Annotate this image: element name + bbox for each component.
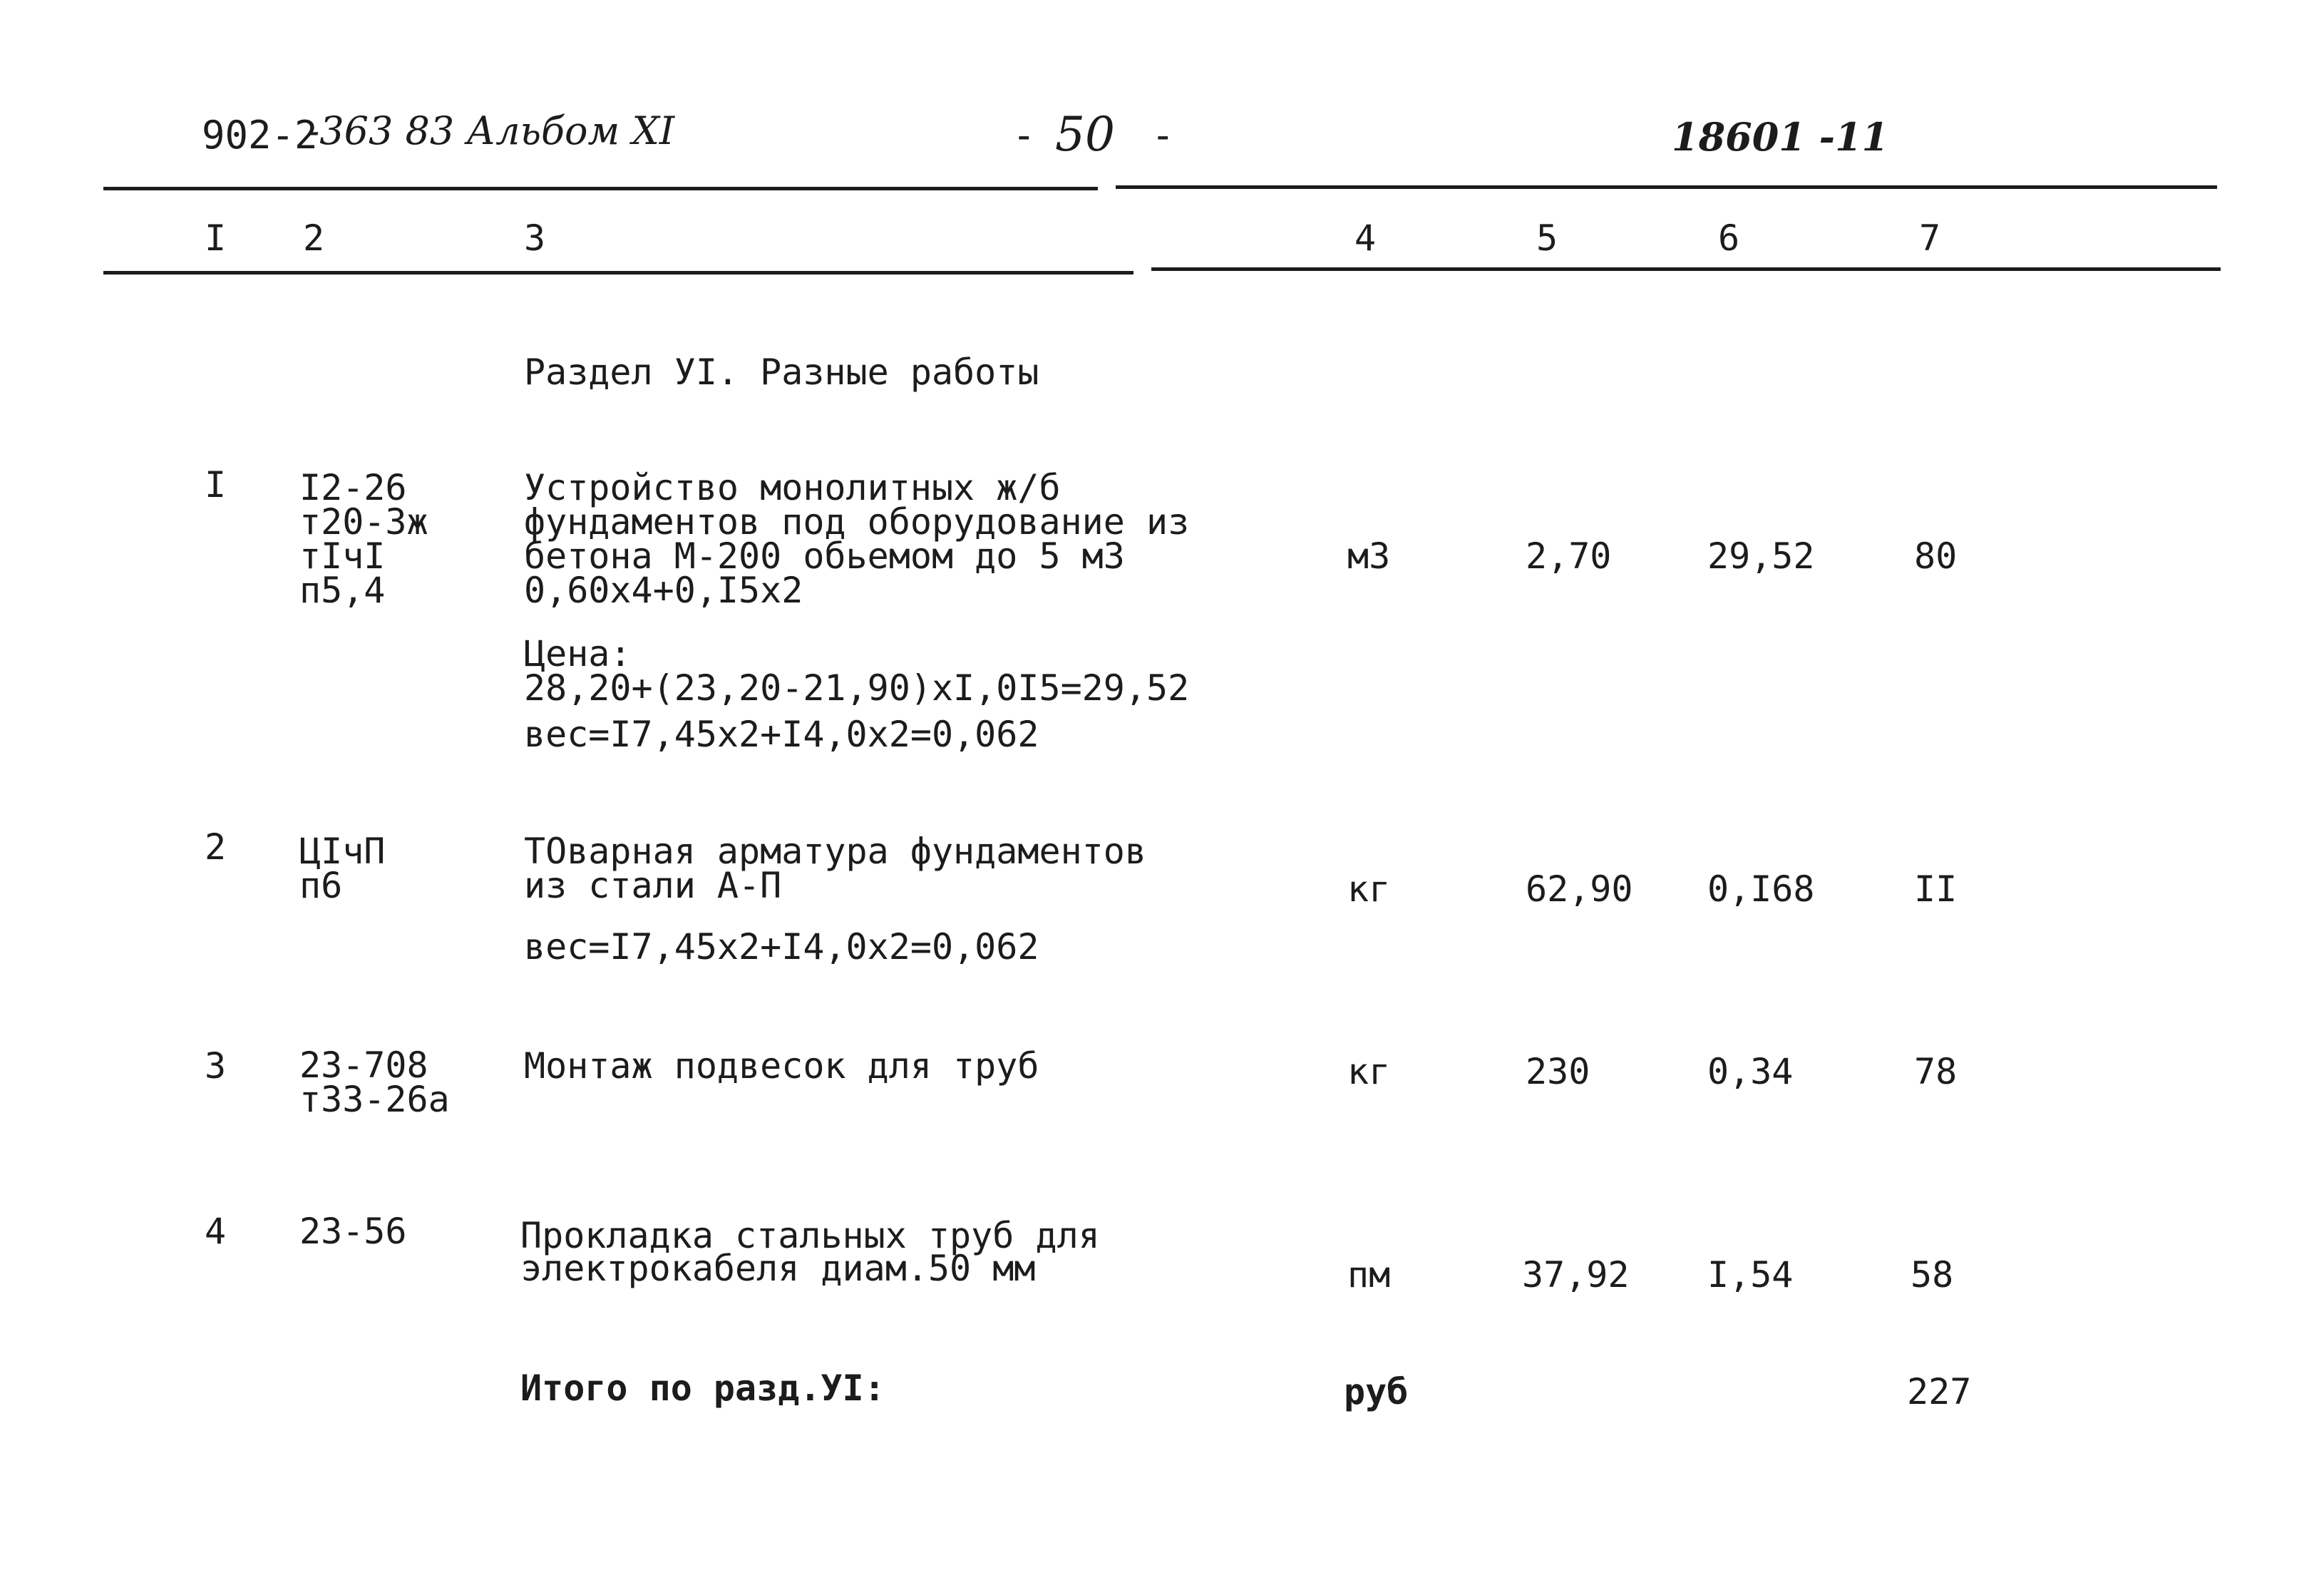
weight-calculation: вес=I7,45х2+I4,0х2=0,062 bbox=[524, 926, 1039, 968]
work-description: ТОварная арматура фундаментов из стали А-П bbox=[524, 831, 1146, 906]
row-number: 2 bbox=[205, 826, 227, 868]
row-number: 3 bbox=[205, 1045, 227, 1087]
work-description: Устройство монолитных ж/б фундаментов под оборудование из бетона М-200 обьемом до 5 м3 0,60х4+0,I5х2 bbox=[524, 467, 1190, 611]
norm-code: I2-26 т20-3ж тIчI п5,4 bbox=[299, 467, 428, 611]
work-description: Монтаж подвесок для труб bbox=[524, 1045, 1039, 1087]
column-number: 3 bbox=[524, 217, 546, 259]
quantity: 2,70 bbox=[1526, 535, 1612, 577]
unit-price: 29,52 bbox=[1707, 535, 1815, 577]
unit: кг bbox=[1347, 1051, 1391, 1092]
price-calculation: Цена: 28,20+(23,20-21,90)хI,0I5=29,52 bbox=[524, 633, 1190, 709]
work-description: Прокладка стальных труб для электрокабеля диам.50 мм bbox=[520, 1215, 1100, 1289]
unit-price: 0,I68 bbox=[1707, 868, 1815, 910]
header-rule-top-left bbox=[103, 187, 1098, 190]
norm-code: 23-708 т33-26а bbox=[299, 1045, 450, 1120]
norm-code: ЦIчП п6 bbox=[299, 831, 386, 906]
section-total-unit: руб bbox=[1344, 1371, 1409, 1412]
column-number: 2 bbox=[303, 217, 325, 259]
quantity: 230 bbox=[1526, 1051, 1590, 1092]
page-number: 50 bbox=[1055, 107, 1115, 162]
header-rule-bottom-left bbox=[103, 271, 1133, 275]
unit: пм bbox=[1347, 1254, 1391, 1296]
page-dash-left: - bbox=[1012, 113, 1036, 158]
project-code: 18601 -11 bbox=[1672, 114, 1889, 160]
column-number: I bbox=[205, 217, 227, 259]
section-total-value: 227 bbox=[1907, 1371, 1972, 1412]
page-dash-right: - bbox=[1151, 113, 1175, 158]
section-title: Раздел УI. Разные работы bbox=[524, 352, 1039, 393]
total: II bbox=[1914, 868, 1958, 910]
quantity: 37,92 bbox=[1522, 1254, 1630, 1296]
unit: кг bbox=[1347, 868, 1391, 910]
total: 58 bbox=[1911, 1254, 1954, 1296]
row-number: I bbox=[205, 464, 227, 506]
album-handwritten: -363 83 Альбом XI bbox=[307, 108, 675, 153]
column-number: 6 bbox=[1718, 217, 1740, 259]
row-number: 4 bbox=[205, 1211, 227, 1252]
unit: м3 bbox=[1347, 535, 1391, 577]
unit-price: 0,34 bbox=[1707, 1051, 1794, 1092]
total: 80 bbox=[1914, 535, 1958, 577]
quantity: 62,90 bbox=[1526, 868, 1633, 910]
weight-calculation: вес=I7,45х2+I4,0х2=0,062 bbox=[524, 714, 1039, 755]
unit-price: I,54 bbox=[1707, 1254, 1794, 1296]
document-code: 902-2 bbox=[202, 113, 318, 158]
column-number: 7 bbox=[1919, 217, 1941, 259]
column-number: 5 bbox=[1536, 217, 1558, 259]
column-number: 4 bbox=[1354, 217, 1377, 259]
total: 78 bbox=[1914, 1051, 1958, 1092]
header-rule-top-right bbox=[1116, 185, 2217, 189]
norm-code: 23-56 bbox=[299, 1211, 407, 1252]
section-total-label: Итого по разд.УI: bbox=[520, 1368, 885, 1409]
header-rule-bottom-right bbox=[1151, 267, 2221, 271]
